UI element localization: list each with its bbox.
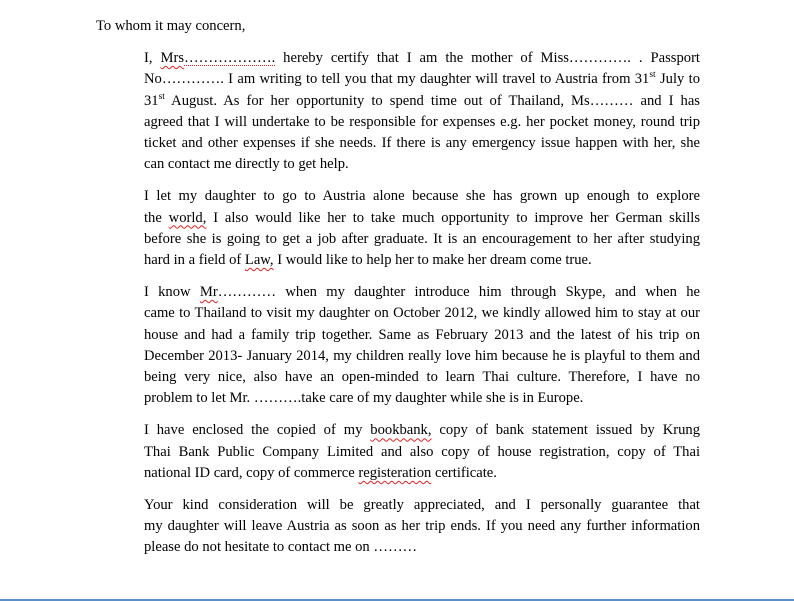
text-run: the <box>144 209 169 226</box>
text-line <box>96 250 700 271</box>
text-line: can contact me directly to get help. <box>144 156 349 173</box>
letter-body[interactable] <box>96 16 700 570</box>
text-line <box>96 208 700 229</box>
text-run: I also would like her to take much opportunity to improve her German skills <box>206 209 700 226</box>
text-line: house and had a family trip together. Same as February 2013 and the latest of his trip on <box>144 326 700 343</box>
text-line: please do not hesitate to contact me on ……… <box>144 539 418 556</box>
spellcheck-flag-law[interactable]: Law, <box>244 252 274 269</box>
paragraph-closing <box>96 495 700 559</box>
superscript: st <box>158 91 165 102</box>
text-run: August. As for her opportunity to spend time out of Thailand, Ms……… and I has <box>164 92 700 109</box>
salutation: To whom it may concern, <box>96 18 246 34</box>
text-line: agreed that I will undertake to be responsible for expenses e.g. her pocket money, round trip <box>144 113 700 130</box>
text-run: hard in a field of <box>144 252 245 269</box>
text-line: problem to let Mr. ……….take care of my daughter while she is in Europe. <box>144 390 584 407</box>
paragraph-enclosures <box>96 420 700 484</box>
spellcheck-flag-bookbank[interactable]: bookbank, <box>370 422 432 439</box>
text-line <box>96 282 700 303</box>
text-line: Your kind consideration will be greatly appreciated, and I personally guarantee that <box>144 497 700 514</box>
text-line: before she is going to get a job after graduate. It is an encouragement to her after studying <box>144 230 700 247</box>
text-line: December 2013- January 2014, my children really love him because he is playful to them and <box>144 347 700 364</box>
text-line: I let my daughter to go to Austria alone because she has grown up enough to explore <box>144 188 700 205</box>
text-run: I have enclosed the copied of my <box>144 422 371 439</box>
superscript: st <box>649 70 656 81</box>
text-line: Thai Bank Public Company Limited and also copy of house registration, copy of Thai <box>144 443 700 460</box>
spellcheck-flag-world[interactable]: world, <box>168 209 207 226</box>
paragraph-certification <box>96 48 700 175</box>
text-line <box>96 91 700 112</box>
text-run: national ID card, copy of commerce <box>144 464 359 481</box>
paragraph-acquaintance <box>96 282 700 409</box>
text-line <box>96 463 700 484</box>
text-run: ………… when my daughter introduce him through Skype, and when he <box>217 284 700 301</box>
text-line <box>96 48 700 69</box>
text-run: I know <box>144 284 200 301</box>
grammar-flag-dots[interactable]: ………………. <box>184 50 276 67</box>
text-run: I, <box>144 50 161 67</box>
text-line: ticket and other expenses if she needs. If there is any emergency issue happen with her, she <box>144 135 700 152</box>
spellcheck-flag-mrs[interactable]: Mrs <box>160 50 184 67</box>
text-run: July to <box>655 71 701 88</box>
spellcheck-flag-mr[interactable]: Mr <box>199 284 218 301</box>
text-run: No…………. I am writing to tell you that my daughter will travel to Austria from 31 <box>144 71 650 88</box>
text-line <box>96 69 700 90</box>
text-line: being very nice, also have an open-minded to learn Thai culture. Therefore, I have no <box>144 369 700 386</box>
text-run: certificate. <box>431 464 497 481</box>
text-line: my daughter will leave Austria as soon as her trip ends. If you need any further information <box>144 518 700 535</box>
text-run: I would like to help her to make her dream come true. <box>273 252 592 269</box>
text-run: hereby certify that I am the mother of Miss…………. . Passport <box>275 50 700 67</box>
text-line: came to Thailand to visit my daughter on October 2012, we kindly allowed him to stay at our <box>144 305 700 322</box>
spellcheck-flag-registeration[interactable]: registeration <box>358 464 432 481</box>
text-run: 31 <box>144 92 159 109</box>
paragraph-reason <box>96 186 700 271</box>
text-run: copy of bank statement issued by Krung <box>431 422 700 439</box>
text-line <box>96 420 700 441</box>
